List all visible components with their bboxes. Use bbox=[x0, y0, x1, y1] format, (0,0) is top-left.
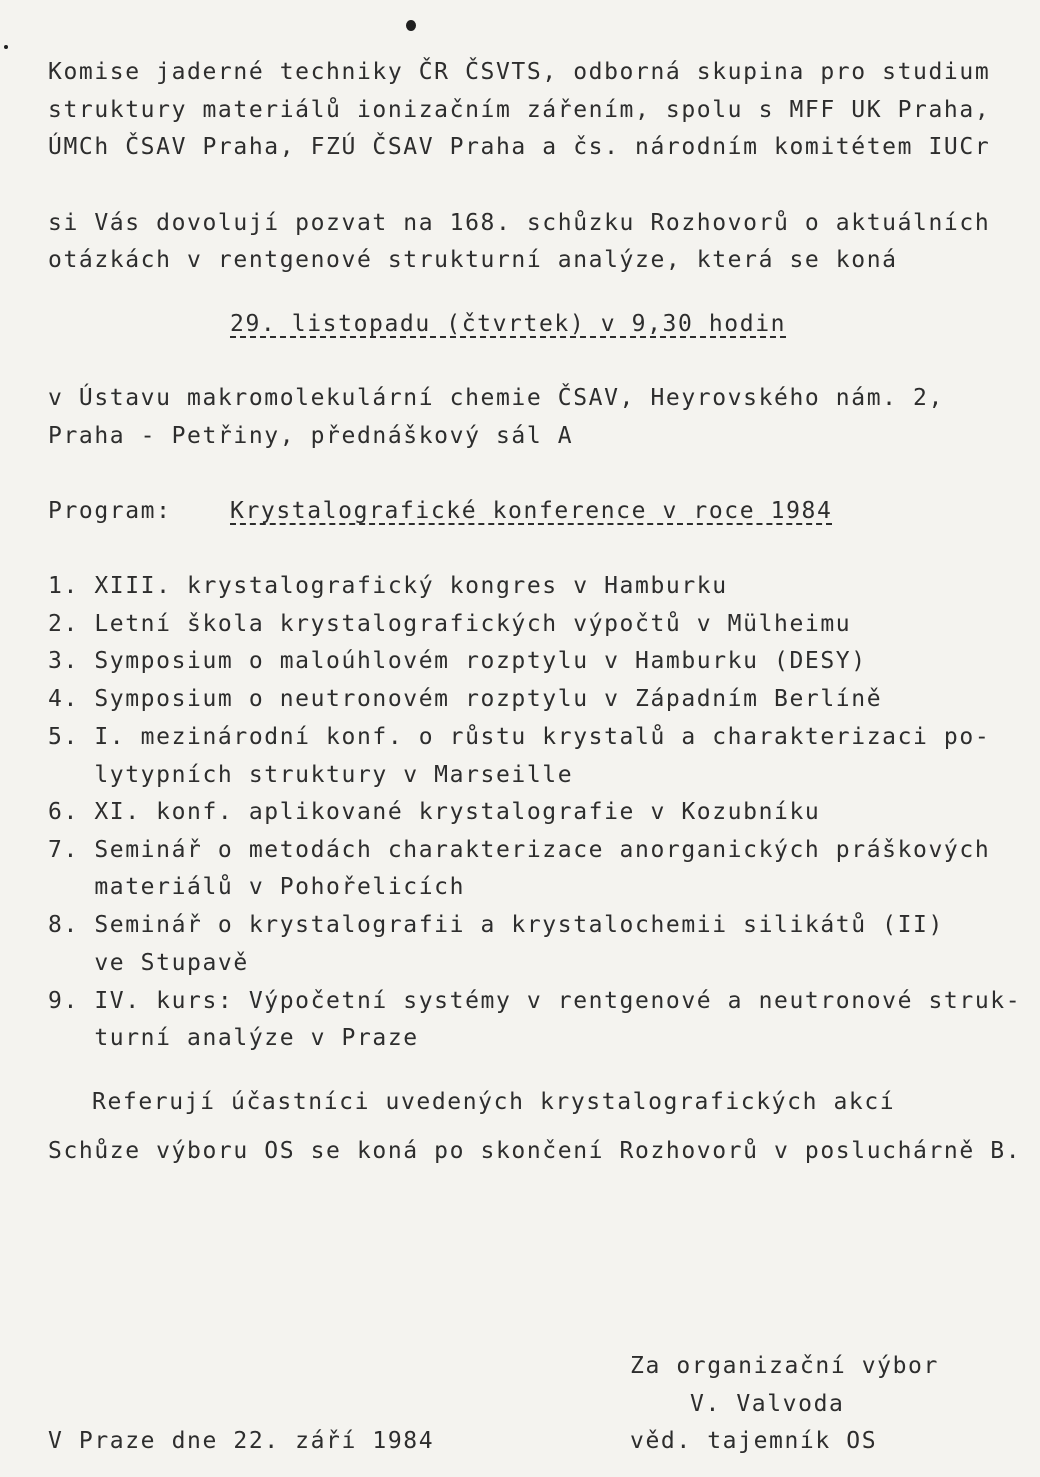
signature-line: V. Valvoda bbox=[690, 1391, 845, 1417]
program-item: turní analýze v Praze bbox=[48, 1025, 419, 1051]
meeting-date: 29. listopadu (čtvrtek) v 9,30 hodin bbox=[230, 311, 787, 337]
program-item: 8. Seminář o krystalografii a krystalochemii silikátů (II) bbox=[48, 912, 944, 938]
ink-speck bbox=[4, 45, 8, 49]
ink-speck bbox=[406, 20, 416, 31]
program-item: 1. XIII. krystalografický kongres v Hamburku bbox=[48, 573, 728, 599]
place-and-date: V Praze dne 22. září 1984 bbox=[48, 1428, 435, 1454]
program-item: 7. Seminář o metodách charakterizace anorganických práškových bbox=[48, 837, 991, 863]
program-item: 6. XI. konf. aplikované krystalografie v Kozubníku bbox=[48, 799, 821, 825]
location-line: v Ústavu makromolekulární chemie ČSAV, Heyrovského nám. 2, bbox=[48, 385, 944, 411]
program-item: materiálů v Pohořelicích bbox=[48, 874, 466, 900]
committee-note: Schůze výboru OS se koná po skončení Rozhovorů v posluchárně B. bbox=[48, 1138, 1022, 1164]
intro-line: ÚMCh ČSAV Praha, FZÚ ČSAV Praha a čs. národním komitétem IUCr bbox=[48, 134, 991, 160]
program-label: Program: bbox=[48, 498, 172, 524]
referee-note: Referují účastníci uvedených krystalografických akcí bbox=[92, 1089, 896, 1115]
program-item: 3. Symposium o maloúhlovém rozptylu v Hamburku (DESY) bbox=[48, 648, 867, 674]
location-line: Praha - Petřiny, přednáškový sál A bbox=[48, 423, 574, 449]
invitation-line: si Vás dovolují pozvat na 168. schůzku Rozhovorů o aktuálních bbox=[48, 210, 991, 236]
invitation-line: otázkách v rentgenové strukturní analýze, která se koná bbox=[48, 247, 898, 273]
program-item: lytypních struktury v Marseille bbox=[48, 762, 574, 788]
program-title: Krystalografické konference v roce 1984 bbox=[230, 498, 833, 524]
program-item: 4. Symposium o neutronovém rozptylu v Západním Berlíně bbox=[48, 686, 883, 712]
signature-line: Za organizační výbor bbox=[630, 1353, 939, 1379]
program-item: 2. Letní škola krystalografických výpočtů v Mülheimu bbox=[48, 611, 852, 637]
program-item: 5. I. mezinárodní konf. o růstu krystalů a charakterizaci po- bbox=[48, 724, 991, 750]
intro-line: struktury materiálů ionizačním zářením, spolu s MFF UK Praha, bbox=[48, 97, 991, 123]
program-item: ve Stupavě bbox=[48, 950, 249, 976]
intro-line: Komise jaderné techniky ČR ČSVTS, odborná skupina pro studium bbox=[48, 59, 991, 85]
program-item: 9. IV. kurs: Výpočetní systémy v rentgenové a neutronové struk- bbox=[48, 988, 1022, 1014]
signature-line: věd. tajemník OS bbox=[630, 1428, 878, 1454]
